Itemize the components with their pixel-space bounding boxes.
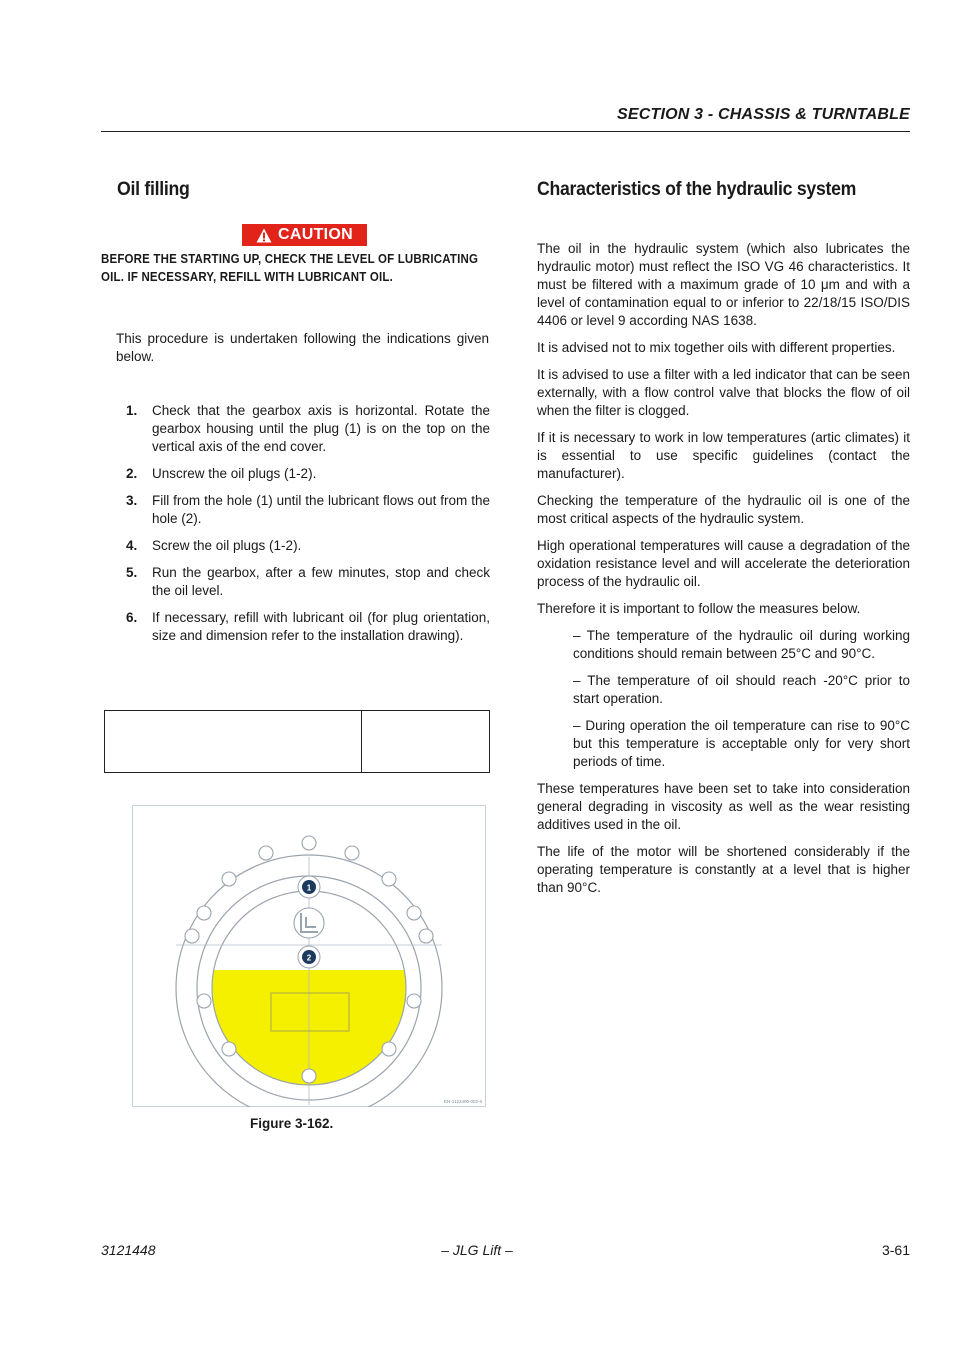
paragraph: The oil in the hydraulic system (which also lubricates the hydraulic motor) must reflect the ISO VG 46 characteristics. It must be filtered with a maximum grade of 10 μm and with a level of contamination equal to or inferior to 22/18/15 ISO/DIS 4406 or level 9 according NAS 1638. [537,241,910,328]
bullet-item: – During operation the oil temperature can rise to 90°C but this temperature is acceptable only for very short periods of time. [573,718,910,769]
plug-1-label: 1 [306,883,312,893]
logo-emblem-icon [294,908,324,938]
paragraph: It is advised not to mix together oils with different properties. [537,340,896,355]
hydraulic-text-column [537,240,910,906]
paragraph: High operational temperatures will cause a degradation of the oxidation resistance level and will accelerate the deterioration process of the hydraulic oil. [537,538,910,589]
warning-triangle-icon [256,228,272,243]
list-item [120,492,490,528]
list-item [120,564,490,600]
caution-badge [242,224,367,246]
paragraph: These temperatures have been set to take into consideration general degrading in viscosity as well as the wear resisting additives used in the oil. [537,781,910,832]
bullet-item: – The temperature of oil should reach -20°C prior to start operation. [573,673,910,706]
gearbox-end-cover-figure [132,805,486,1107]
figure-caption: Figure 3-162. [250,1116,334,1131]
step-text: Fill from the hole (1) until the lubricant flows out from the hole (2). [152,493,490,526]
list-item [120,465,490,483]
plug-2-label: 2 [306,953,312,963]
intro-paragraph: This procedure is undertaken following the indications given below. [116,331,489,364]
caution-text: BEFORE THE STARTING UP, CHECK THE LEVEL OF LUBRICATING OIL. IF NECESSARY, REFILL WITH LUBRICANT OIL. [101,252,479,284]
paragraph: If it is necessary to work in low temperatures (artic climates) it is essential to use specific guidelines (contact the manufacturer). [537,430,910,481]
step-text: Screw the oil plugs (1-2). [152,538,302,553]
step-number: 5. [126,565,138,580]
step-text: Unscrew the oil plugs (1-2). [152,466,317,481]
step-text: Run the gearbox, after a few minutes, stop and check the oil level. [152,565,490,598]
caution-label: CAUTION [278,226,353,243]
table-cell [105,711,362,772]
step-number: 3. [126,493,138,508]
table-cell [362,711,489,772]
image-code: EN-1122400-002-II [444,1099,482,1104]
empty-table [104,710,490,773]
step-number: 2. [126,466,138,481]
step-text: If necessary, refill with lubricant oil (for plug orientation, size and dimension refer to the installation drawing). [152,610,490,643]
header-rule [101,131,910,132]
paragraph: Checking the temperature of the hydraulic oil is one of the most critical aspects of the hydraulic system. [537,493,910,526]
step-number: 4. [126,538,138,553]
page-number: 3-61 [881,1242,910,1258]
document-number: 3121448 [101,1242,156,1258]
list-item [120,609,490,645]
procedure-steps [120,402,490,654]
list-item [120,402,490,456]
oil-filling-heading: Oil filling [117,179,190,200]
paragraph: Therefore it is important to follow the measures below. [537,601,861,616]
paragraph: It is advised to use a filter with a led indicator that can be seen externally, with a flow control valve that blocks the flow of oil when the filter is clogged. [537,367,910,418]
step-number: 1. [126,403,138,418]
step-number: 6. [126,610,138,625]
bullet-item: – The temperature of the hydraulic oil during working conditions should remain between 25°C and 90°C. [573,628,910,661]
section-title: SECTION 3 - CHASSIS & TURNTABLE [616,106,910,123]
hydraulic-system-heading: Characteristics of the hydraulic system [537,179,857,200]
paragraph: The life of the motor will be shortened considerably if the operating temperature is constantly at a level that is higher than 90°C. [537,844,910,895]
list-item [120,537,490,555]
footer-brand: – JLG Lift – [441,1242,513,1258]
step-text: Check that the gearbox axis is horizontal. Rotate the gearbox housing until the plug (1) is on the top on the vertical axis of the end cover. [152,403,490,454]
